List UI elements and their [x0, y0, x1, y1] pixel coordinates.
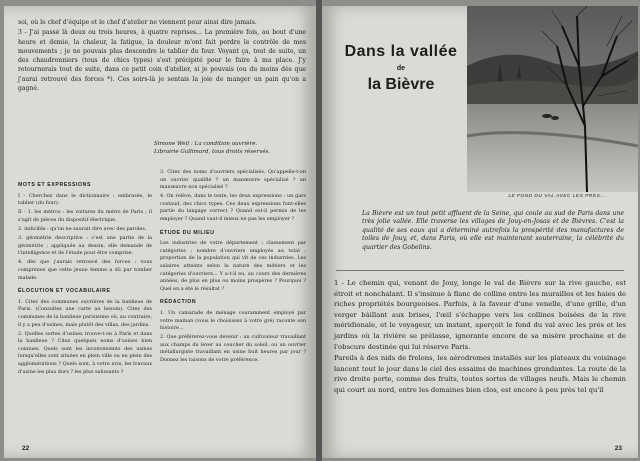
exercise-column-left: [18, 176, 152, 378]
exercise-item: 1. Citez des communes ouvrières de la banlieue de Paris. (Consultez une carte au besoin). Citez des communes de la banlieue parisienne où, au contraire, il y a peu d'usines, mais plutôt des villas, des jardins.: [18, 298, 152, 328]
exercise-item: 1. Un camarade de ménage couramment employé par votre maman (vous le choisissez à votre gré) raconte son histoire...: [160, 310, 306, 332]
right-prose-paragraph: 1 - Le chemin qui, venant de Jouy, longe le val de Bièvre sur la rive gauche, est étroit et nonchalant. Il s'insinue à flanc de colline entre les murailles et les haies de riches propriétés bourgeoises. Parfois, à la faveur d'une venelle, d'une grille, d'un verger bâillant aux brises, l'œil s'échappe vers les collines boisées de la rive méridionale, et le voyageur, un instant, aperçoit le fond du val avec les prés et les jardins où la rivière se prélasse, ignorante encore de sa misère prochaine et de l'obscure destinée qui lui réserve Paris.: [334, 279, 626, 351]
section-heading: MOTS ET EXPRESSIONS: [18, 182, 92, 188]
left-prose: [18, 18, 306, 94]
chapter-intro: La Bièvre est un tout petit affluent de la Seine, qui coule au sud de Paris dans une très jolie vallée. Elle traverse les villages de Jouy-en-Josas et de Bièvres. C'est la qualité de ses eaux qui a déterminé autrefois la prospérité des manufactures de toiles de Jouy, et, dans Paris, où elle est maintenant souterraine, la célébrité du quartier des Gobelins.: [362, 210, 624, 251]
section-heading: RÉDACTION: [160, 299, 197, 306]
title-line: Dans la vallée: [344, 43, 458, 60]
page-number-right: 23: [614, 445, 622, 452]
exercise-item: 4. dès que j'aurais retrouvé des forces : vous comprenez que cette jeune femme a dû par tomber malade.: [18, 259, 152, 281]
exercise-item: Les industries de votre département : classement par catégories ; nombre d'ouvriers employés au total ; proportion de la population qui vit de ces industries. Les salaires atteints selon la nature des métiers et les catégories d'ouvriers... Y a-t-il eu, au cours des dernières années, de plus en plus ou moins prospères ? Pourquoi ? Quel en a été le résultat ?: [160, 240, 306, 292]
exercise-item: 2. Que préférerez-vous devenir : un cultivateur travaillant aux champs du lever au coucher du soleil, ou un ouvrier métallurgiste travaillant en usine huit heures par jour ? Donnez les raisons de votre préférence.: [160, 334, 306, 364]
exercise-item: 3. géométrie descriptive : c'est une partie de la géométrie ; appliquée au dessin, elle demande de l'intelligence et de l'étude pour être comprise.: [18, 235, 152, 257]
photo-caption: LE FOND DU VAL AVEC LES PRÉS...: [508, 194, 606, 199]
right-prose-paragraph: Pareils à des nids de frelons, les aérodromes installés sur les plateaux du voisinage lancent tout le jour dans le ciel des essaims de machines grondantes. La route de la rive droite porte, comme des fruits, toutes sortes de villages neufs. Mais le chemin qui court au nord, entre les domaines bien clos, est encore à peu près tel qu'il: [334, 354, 626, 394]
citation: [154, 140, 304, 156]
exercise-item: 2. indicible : qu'on ne saurait dire avec des paroles.: [18, 225, 147, 232]
landscape-photo: [467, 6, 638, 192]
exercise-item: II - 1. les métros : les voitures du métro de Paris ; il s'agit de pièces du dispositif électrique.: [18, 209, 152, 223]
left-page: [4, 6, 316, 458]
right-page: [322, 6, 638, 458]
exercise-item: I - Cherchez dans le dictionnaire : embrasée, le tablier (du four).: [18, 192, 152, 207]
chapter-title: [336, 42, 466, 95]
title-line: la Bièvre: [367, 76, 435, 93]
left-prose-paragraph: 3 - J'ai passé là deux ou trois heures, à quatre reprises... La première fois, au bout d'une heure et demie, la chaleur, la fatigue, la douleur m'ont fait perdre le contrôle de mes mouvements ; je ne pouvais plus descendre le tablier du four. Voyant ça, tout de suite, un des chaudronniers (tous de chics types) s'est précipité pour le faire à ma place. J'y retournerais tout de suite, dans ce petit coin d'atelier, si je pouvais (ou du moins dès que j'aurai retrouvé des forces *). Ces soirs-là je sentais la joie de manger un pain qu'on a gagné.: [18, 29, 306, 93]
divider: [336, 270, 624, 271]
section-heading: ÉTUDE DU MILIEU: [160, 229, 215, 236]
right-prose: [334, 278, 626, 397]
valley-photo-graphic: [467, 6, 638, 192]
exercise-item: 3. Citez des noms d'ouvriers spécialisés. Qu'appelle-t-on un ouvrier qualifié ? un manœuvre spécialisé ? un manœuvre non spécialisé ?: [160, 169, 306, 191]
citation-publisher: Librairie Gallimard, tous droits réservés.: [154, 149, 271, 155]
exercise-item: 4. On relève, dans le texte, les deux expressions : un gars costaud, des chics types. Ces deux expressions font-elles partie du langage correct ? Quand est-il permis de les employer ? Quand vaut-il mieux ne pas les employer ?: [160, 193, 306, 223]
page-number-left: 22: [22, 445, 30, 452]
exercise-item: 2. Quelles sortes d'usines trouve-t-on à Paris et dans la banlieue ? Citez quelques noms d'usines bien connues. Quels sont les inconvénients des usines lorsqu'elles sont situées en plein ville ou en plein des agglomérations ? Quels sont, à votre avis, les travaux d'usine les plus durs ? les plus salissants ?: [18, 330, 152, 375]
citation-author: Simone Weil : La condition ouvrière.: [154, 141, 258, 147]
exercise-column-right: [160, 169, 306, 366]
title-line: de: [396, 65, 406, 72]
left-prose-paragraph: soi, où le chef d'équipe et le chef d'atelier ne viennent pour ainsi dire jamais.: [18, 19, 257, 26]
section-heading: ÉLOCUTION ET VOCABULAIRE: [18, 288, 111, 295]
